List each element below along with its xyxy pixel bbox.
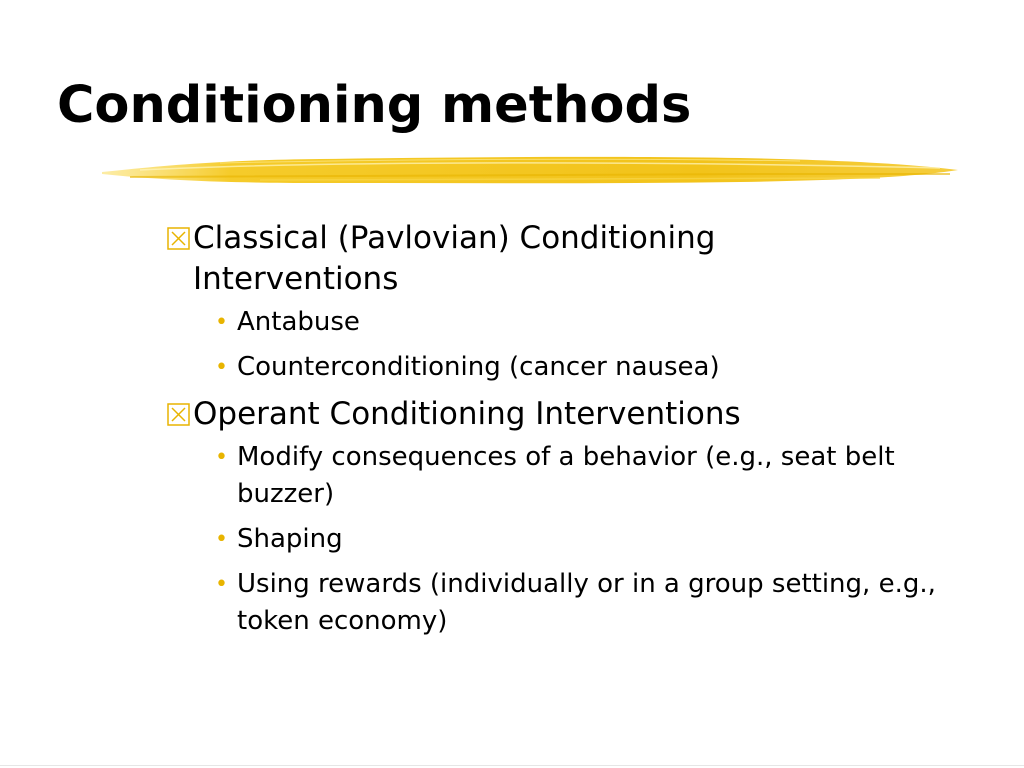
slide-bottom-divider xyxy=(0,765,1024,766)
title-underline-brushstroke xyxy=(100,150,960,194)
checkbox-x-bullet-icon xyxy=(167,227,190,250)
section-classical xyxy=(167,218,957,300)
list-item: • Antabuse xyxy=(215,304,957,341)
list-item: • Counterconditioning (cancer nausea) xyxy=(215,349,957,386)
section-label: Operant Conditioning Interventions xyxy=(193,396,741,432)
slide-body xyxy=(167,218,957,648)
classical-items xyxy=(167,304,957,386)
list-item: • Modify consequences of a behavior (e.g., seat belt buzzer) xyxy=(215,439,957,513)
bullet-dot-icon: • xyxy=(215,527,228,552)
bullet-dot-icon: • xyxy=(215,310,228,335)
slide-title: Conditioning methods xyxy=(57,76,692,135)
section-operant xyxy=(167,394,957,435)
list-item: • Shaping xyxy=(215,521,957,558)
checkbox-x-bullet-icon xyxy=(167,403,190,426)
operant-items xyxy=(167,439,957,640)
bullet-dot-icon: • xyxy=(215,355,228,380)
bullet-dot-icon: • xyxy=(215,572,228,597)
bullet-dot-icon: • xyxy=(215,445,228,470)
list-item: • Using rewards (individually or in a group setting, e.g., token economy) xyxy=(215,566,957,640)
section-label: Classical (Pavlovian) Conditioning Interventions xyxy=(193,220,716,297)
